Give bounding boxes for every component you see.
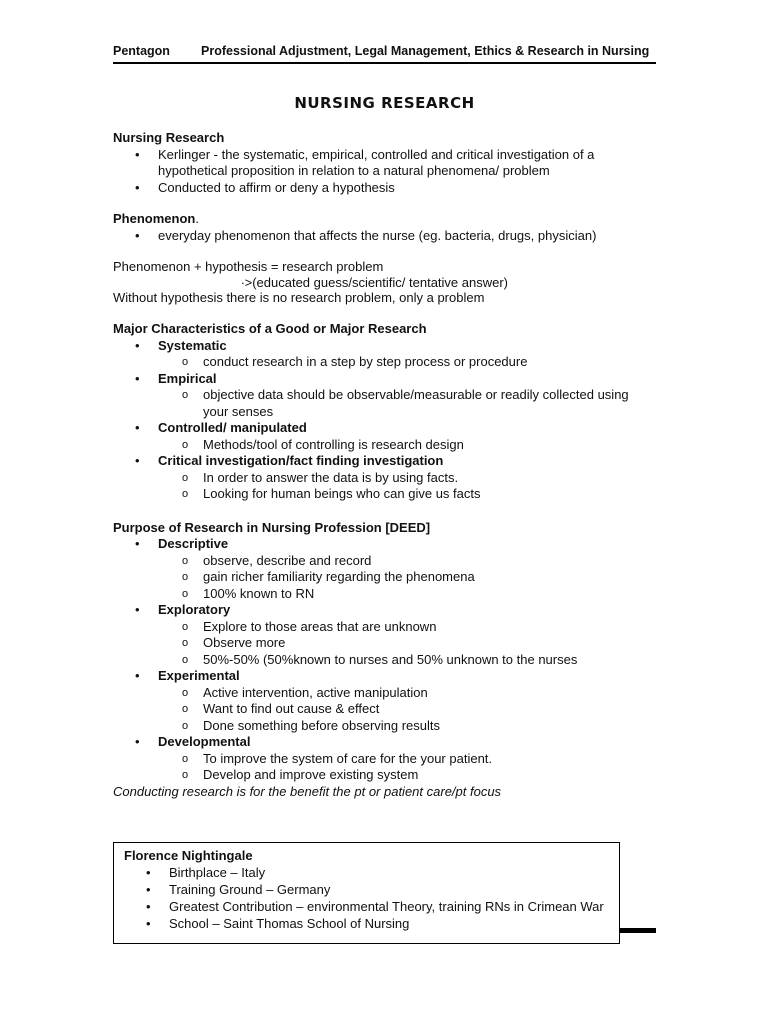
- box-heading: Florence Nightingale: [124, 848, 253, 863]
- header-title: Professional Adjustment, Legal Management, Ethics & Research in Nursing: [201, 44, 650, 58]
- list-item: • Conducted to affirm or deny a hypothesis: [113, 180, 656, 197]
- formula-line: Phenomenon + hypothesis = research problem: [113, 259, 384, 274]
- section3-list: [113, 338, 656, 503]
- formula-annotation: ∙>(educated guess/scientific/ tentative answer): [241, 274, 509, 290]
- list-item: [113, 338, 656, 371]
- section-heading-characteristics: Major Characteristics of a Good or Major Research: [113, 321, 427, 336]
- sub-item: o Observe more: [113, 635, 656, 652]
- section1-list: [113, 147, 656, 197]
- sub-item: o objective data should be observable/measurable or readily collected using your senses: [113, 387, 656, 420]
- list-item: [113, 371, 656, 421]
- phenomenon-heading-period: .: [195, 211, 199, 226]
- sub-item: o 50%-50% (50%known to nurses and 50% unknown to the nurses: [113, 652, 656, 669]
- section2-list: [113, 228, 656, 245]
- sub-item: o observe, describe and record: [113, 553, 656, 570]
- list-item: [113, 602, 656, 668]
- box-list: [124, 864, 609, 932]
- list-item: [113, 536, 656, 602]
- sub-item: o Done something before observing results: [113, 718, 656, 735]
- list-item: • Birthplace – Italy: [124, 864, 609, 881]
- formula-conclusion: Without hypothesis there is no research problem, only a problem: [113, 289, 485, 305]
- list-item: • Training Ground – Germany: [124, 881, 609, 898]
- section4-list: [113, 536, 656, 784]
- sub-item: o Develop and improve existing system: [113, 767, 656, 784]
- header-rule: [113, 62, 656, 64]
- decorative-rule: [620, 928, 656, 933]
- section-heading-nursing-research: Nursing Research: [113, 130, 225, 145]
- sub-item: o Explore to those areas that are unknown: [113, 619, 656, 636]
- sub-item: o gain richer familiarity regarding the phenomena: [113, 569, 656, 586]
- item-label: Empirical: [158, 370, 217, 386]
- list-item: • Kerlinger - the systematic, empirical, controlled and critical investigation of a hypothetical proposition in relation to a natural phenomena/ problem: [113, 147, 656, 180]
- list-item: [113, 668, 656, 734]
- document-body: [113, 130, 656, 800]
- sub-item: o Methods/tool of controlling is research design: [113, 437, 656, 454]
- sub-item: o 100% known to RN: [113, 586, 656, 603]
- item-label: Experimental: [158, 668, 240, 683]
- item-label: Systematic: [158, 337, 227, 353]
- list-item: [113, 420, 656, 453]
- item-label: Controlled/ manipulated: [158, 420, 307, 435]
- item-label: Descriptive: [158, 536, 229, 551]
- list-item: • Greatest Contribution – environmental Theory, training RNs in Crimean War: [124, 898, 609, 915]
- item-label: Developmental: [158, 734, 251, 749]
- sub-item: o conduct research in a step by step process or procedure: [113, 354, 656, 371]
- list-item: [113, 734, 656, 784]
- sub-item: o Looking for human beings who can give us facts: [113, 486, 656, 503]
- page-title: NURSING RESEARCH: [294, 94, 475, 112]
- nightingale-box: [113, 842, 620, 944]
- item-label: Exploratory: [158, 602, 231, 617]
- item-label: Critical investigation/fact finding investigation: [158, 453, 444, 468]
- sub-item: o In order to answer the data is by using facts.: [113, 470, 656, 487]
- phenomenon-heading-text: Phenomenon: [113, 211, 196, 226]
- section-heading-phenomenon: [113, 211, 656, 228]
- list-item: • everyday phenomenon that affects the nurse (eg. bacteria, drugs, physician): [113, 228, 656, 245]
- section-heading-purpose: Purpose of Research in Nursing Profession [DEED]: [113, 519, 431, 535]
- sub-item: o To improve the system of care for the your patient.: [113, 751, 656, 768]
- header-left: Pentagon: [113, 44, 170, 58]
- list-item: • School – Saint Thomas School of Nursing: [124, 915, 609, 932]
- closing-note: Conducting research is for the benefit the pt or patient care/pt focus: [113, 783, 502, 799]
- list-item: [113, 453, 656, 503]
- sub-item: o Want to find out cause & effect: [113, 701, 656, 718]
- sub-item: o Active intervention, active manipulation: [113, 685, 656, 702]
